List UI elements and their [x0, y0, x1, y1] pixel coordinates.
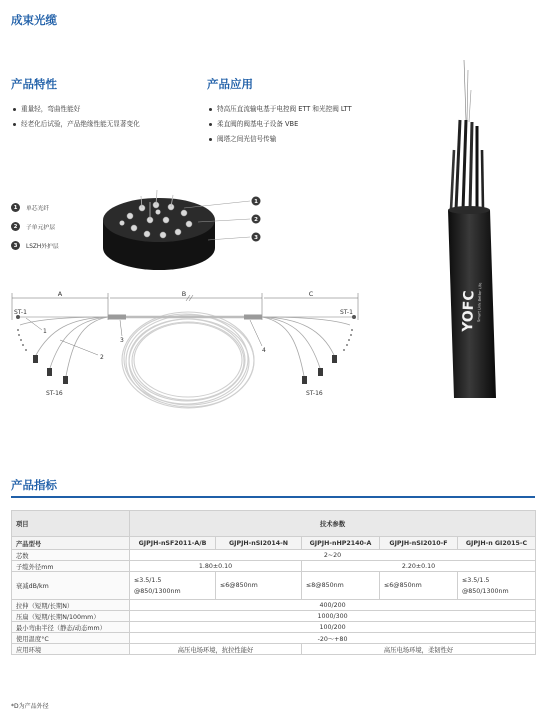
callout-1: 1 — [43, 328, 47, 335]
model-cell: GJPJH-nHP2140-A — [302, 537, 380, 550]
fiber-strand — [467, 70, 468, 120]
st16-right-label: ST-16 — [306, 390, 323, 397]
applications-list — [208, 102, 352, 147]
table-cell: 2~20 — [130, 550, 536, 561]
table-cell: 1000/300 — [130, 611, 536, 622]
legend-number: 2 — [11, 222, 20, 231]
application-item: 柔直阀的阀基电子设备 VBE — [208, 117, 352, 132]
specs-title: 产品指标 — [11, 478, 57, 492]
cross-section — [103, 190, 215, 270]
left-dots — [17, 329, 27, 351]
segment-c-label: C — [308, 290, 314, 298]
row-label: 芯数 — [12, 550, 130, 561]
cell-line: ≤3.5/1.5 — [134, 576, 162, 584]
col-item-header: 项目 — [12, 511, 130, 537]
cable-diagram — [0, 180, 546, 415]
specs-table — [11, 510, 536, 655]
table-cell: 1.80±0.10 — [130, 561, 302, 572]
table-cell: 高压电场环境，柔韧性好 — [302, 644, 536, 655]
right-connectors — [302, 355, 337, 384]
left-fanout — [20, 317, 108, 376]
features-list — [12, 102, 140, 132]
model-cell: GJPJH-nSI2010-F — [380, 537, 458, 550]
legend-label: LSZH外护层 — [26, 244, 59, 250]
cable-coil — [122, 312, 254, 408]
st1-right-label: ST-1 — [340, 309, 353, 316]
row-label: 最小弯曲半径（静态/动态mm） — [12, 622, 130, 633]
segment-b-label: B — [181, 290, 187, 298]
legend-number: 1 — [11, 203, 20, 212]
table-header-row — [12, 511, 536, 537]
table-row — [12, 611, 536, 622]
row-label: 衰减dB/km — [12, 572, 130, 600]
callout-2: 2 — [100, 354, 104, 361]
table-row — [12, 600, 536, 611]
table-row — [12, 537, 536, 550]
model-label: 产品型号 — [12, 537, 130, 550]
row-label: 压扁（短期/长期N/100mm） — [12, 611, 130, 622]
table-cell: 2.20±0.10 — [302, 561, 536, 572]
table-cell — [130, 572, 216, 600]
page-title: 成束光缆 — [11, 13, 57, 27]
segment-a-label: A — [57, 290, 63, 298]
st16-left-label: ST-16 — [46, 390, 63, 397]
model-cell: GJPJH-n GI2015-C — [458, 537, 536, 550]
row-label: 应用环境 — [12, 644, 130, 655]
model-cell: GJPJH-nSI2014-N — [216, 537, 302, 550]
feature-item: 经老化后试验，产品绝缘性能无显著变化 — [12, 117, 140, 132]
callout-3: 3 — [120, 337, 124, 344]
specs-divider — [11, 496, 535, 498]
feature-item: 重量轻，弯曲性能好 — [12, 102, 140, 117]
diagram-badge-group — [252, 197, 261, 242]
cable-brand-tagline: Smart Link Better Life — [477, 282, 483, 323]
table-row — [12, 572, 536, 600]
cell-line: ≤3.5/1.5 — [462, 576, 490, 584]
cell-line: @850/1300nm — [462, 587, 509, 595]
application-item: 阀塔之间光信号传输 — [208, 132, 352, 147]
table-cell: -20～+80 — [130, 633, 536, 644]
footnote: *D为产品外径 — [11, 703, 49, 710]
table-row — [12, 622, 536, 633]
application-item: 特高压直流输电基于电控阀 ETT 和光控阀 LTT — [208, 102, 352, 117]
table-row — [12, 561, 536, 572]
table-cell: 高压电场环境，抗拉性能好 — [130, 644, 302, 655]
right-dots — [343, 329, 353, 351]
row-label: 子缆外径mm — [12, 561, 130, 572]
callout-4: 4 — [262, 347, 266, 354]
table-cell: 100/200 — [130, 622, 536, 633]
row-label: 使用温度°C — [12, 633, 130, 644]
applications-title: 产品应用 — [207, 77, 253, 91]
table-cell — [458, 572, 536, 600]
table-row — [12, 633, 536, 644]
st1-left-label: ST-1 — [14, 309, 27, 316]
right-fanout — [262, 317, 352, 376]
table-cell: ≤8@850nm — [302, 572, 380, 600]
legend-number: 3 — [11, 241, 20, 250]
fiber-strand — [464, 60, 466, 120]
table-row — [12, 644, 536, 655]
legend-label: 单芯光纤 — [26, 206, 50, 212]
diagram-badge: 3 — [254, 235, 258, 242]
fiber-strand — [469, 90, 471, 122]
table-cell: ≤6@850nm — [380, 572, 458, 600]
left-connectors — [33, 355, 68, 384]
legend-label: 子单元护层 — [26, 225, 55, 231]
cable-brand: YOFC — [460, 290, 478, 333]
cell-line: @850/1300nm — [134, 587, 181, 595]
table-row — [12, 550, 536, 561]
table-cell: ≤6@850nm — [216, 572, 302, 600]
table-cell: 400/200 — [130, 600, 536, 611]
diagram-badge: 2 — [254, 217, 258, 224]
col-params-header: 技术参数 — [130, 511, 536, 537]
model-cell: GJPJH-nSF2011-A/B — [130, 537, 216, 550]
diagram-badge: 1 — [254, 199, 258, 206]
row-label: 拉伸（短期/长期N） — [12, 600, 130, 611]
features-title: 产品特性 — [11, 77, 57, 91]
